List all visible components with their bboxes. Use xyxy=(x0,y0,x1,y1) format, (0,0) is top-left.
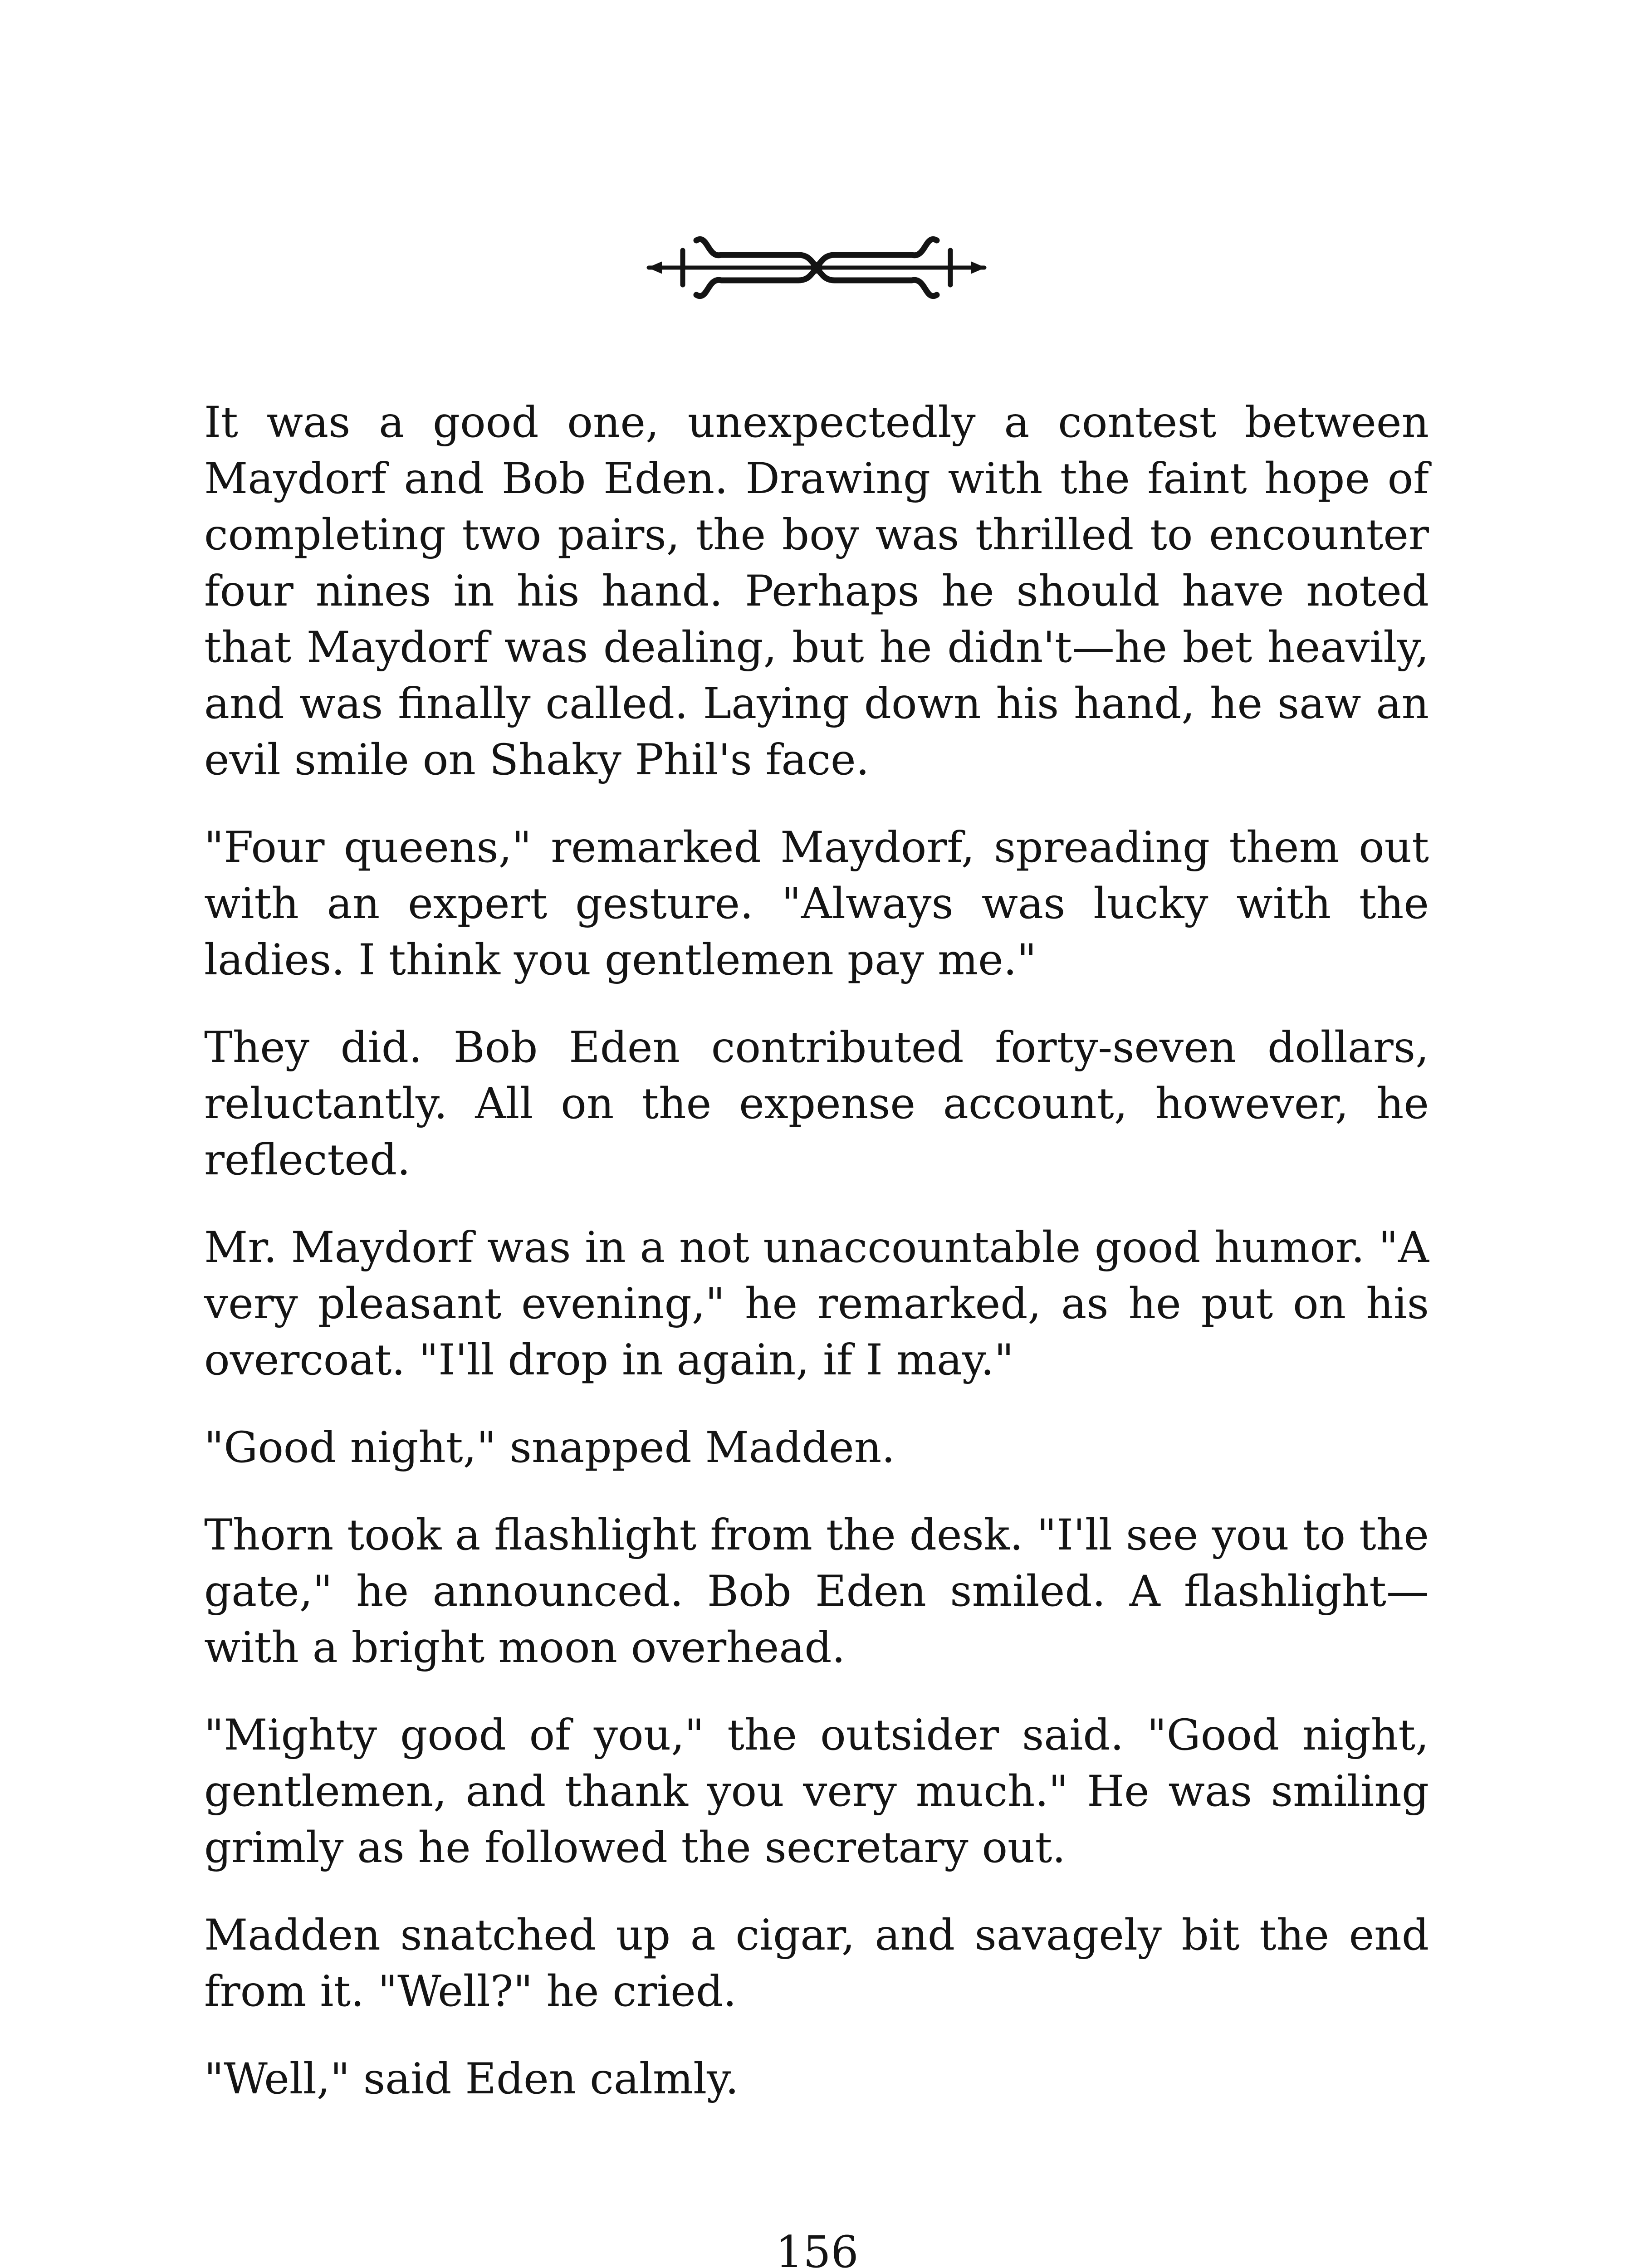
paragraph: Madden snatched up a cigar, and savagely bit the end from it. "Well?" he cried. xyxy=(204,1911,1429,2016)
paragraph: They did. Bob Eden contributed forty-seven dollars, reluctantly. All on the expense account, however, he reflected. xyxy=(204,1023,1429,1185)
chapter-text xyxy=(204,395,1429,2107)
scroll-divider-icon xyxy=(640,227,993,308)
paragraph: Mr. Maydorf was in a not unaccountable good humor. "A very pleasant evening," he remarked, as he put on his overcoat. "I'll drop in again, if I may." xyxy=(204,1223,1429,1385)
paragraph: "Four queens," remarked Maydorf, spreading them out with an expert gesture. "Always was lucky with the ladies. I think you gentlemen pay me." xyxy=(204,823,1429,985)
paragraph: Thorn took a flashlight from the desk. "I'll see you to the gate," he announced. Bob Eden smiled. A flashlight— with a bright moon overhead. xyxy=(204,1510,1429,1672)
page-number: 156 xyxy=(775,2227,859,2268)
paragraph: "Well," said Eden calmly. xyxy=(204,2054,739,2104)
paragraph: "Good night," snapped Madden. xyxy=(204,1423,895,1472)
paragraph: It was a good one, unexpectedly a contest between Maydorf and Bob Eden. Drawing with the faint hope of completing two pairs, the boy was thrilled to encounter four nines in his hand. Perhaps he should have noted that Maydorf was dealing, but he didn't—he bet heavily, and was finally called. Laying down his hand, he saw an evil smile on Shaky Phil's face. xyxy=(204,398,1429,785)
paragraph: "Mighty good of you," the outsider said. "Good night, gentlemen, and thank you very much." He was smiling grimly as he followed the secretary out. xyxy=(204,1711,1429,1872)
